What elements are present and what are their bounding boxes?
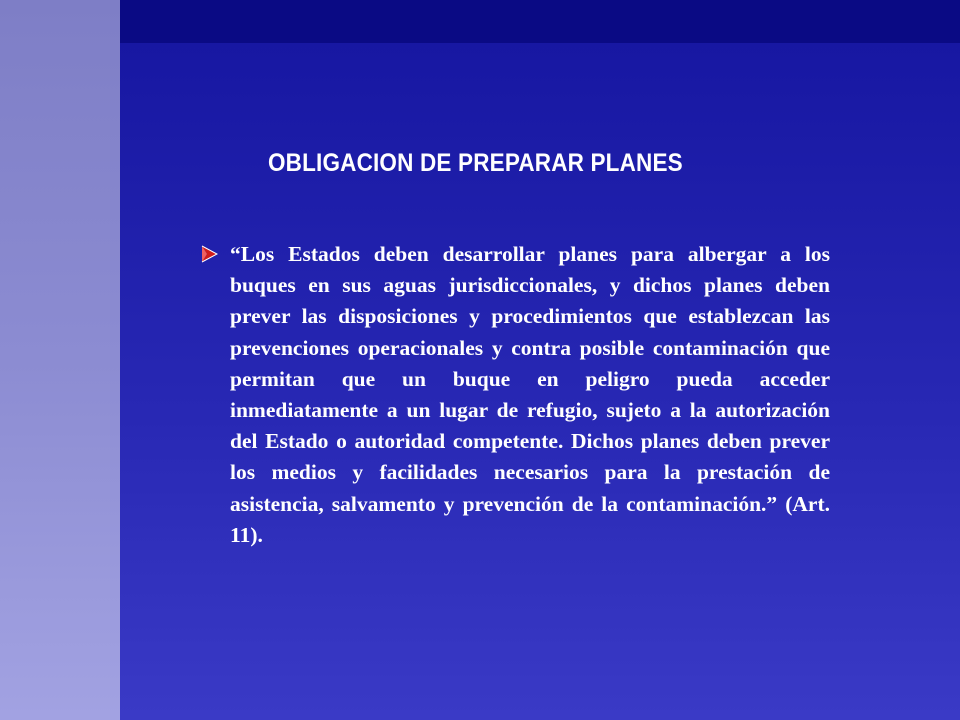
- top-decorative-band: [120, 0, 960, 43]
- slide-title: OBLIGACION DE PREPARAR PLANES: [268, 149, 683, 177]
- left-decorative-band: [0, 0, 120, 720]
- bullet-text: “Los Estados deben desarrollar planes para albergar a los buques en sus aguas jurisdiccionales, y dichos planes deben prever las disposiciones y procedimientos que establezcan las prevenciones operacionales y contra posible contaminación que permitan que un buque en peligro pueda acceder inmediatamente a un lugar de refugio, sujeto a la autorización del Estado o autoridad competente. Dichos planes deben prever los medios y facilidades necesarios para la prestación de asistencia, salvamento y prevención de la contaminación.” (Art. 11).: [230, 242, 830, 547]
- slide-content-area: [120, 43, 960, 720]
- arrow-bullet-icon: [200, 245, 218, 263]
